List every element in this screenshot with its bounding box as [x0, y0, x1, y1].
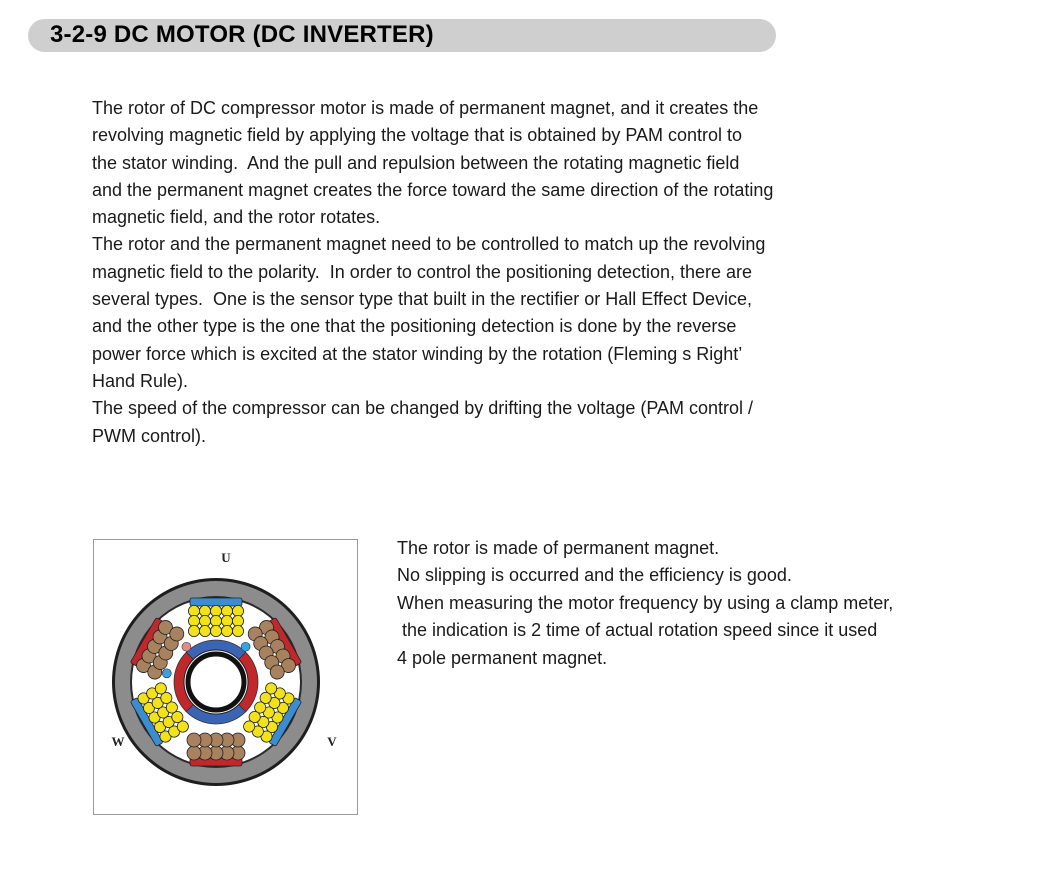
winding-coil	[232, 615, 243, 626]
winding-coil	[188, 605, 199, 616]
winding-coil	[210, 605, 221, 616]
winding-coil	[188, 615, 199, 626]
side-text	[397, 535, 1017, 672]
winding-coil	[187, 746, 201, 760]
motor-diagram-svg	[94, 540, 357, 814]
body-line: power force which is excited at the stator winding by the rotation (Fleming s Right’	[92, 343, 743, 364]
body-line: magnetic field, and the rotor rotates.	[92, 207, 381, 228]
body-line: and the other type is the one that the positioning detection is done by the reverse	[92, 316, 737, 337]
body-line: The speed of the compressor can be changed by drifting the voltage (PAM control /	[92, 398, 754, 419]
body-line: Hand Rule).	[92, 370, 189, 391]
body-text	[92, 95, 912, 450]
winding-coil	[188, 625, 199, 636]
winding-coil	[232, 605, 243, 616]
section-header	[28, 19, 776, 52]
body-line: the stator winding. And the pull and repulsion between the rotating magnetic field	[92, 152, 740, 173]
winding-coil	[221, 625, 232, 636]
hall-sensor-dot	[182, 642, 191, 651]
winding-coil	[199, 625, 210, 636]
winding-coil	[221, 605, 232, 616]
rotor-shaft-ring	[188, 654, 244, 710]
body-line: revolving magnetic field by applying the voltage that is obtained by PAM control to	[92, 125, 743, 146]
phase-label-w: W	[111, 734, 125, 749]
body-line: The rotor and the permanent magnet need to be controlled to match up the revolving	[92, 234, 766, 255]
tooth-plate	[190, 598, 242, 606]
winding-coil	[232, 625, 243, 636]
body-line: several types. One is the sensor type that built in the rectifier or Hall Effect Device,	[92, 289, 752, 310]
winding-coil	[199, 615, 210, 626]
side-line: When measuring the motor frequency by using a clamp meter,	[397, 592, 894, 613]
section-title: 3-2-9 DC MOTOR (DC INVERTER)	[50, 21, 434, 48]
phase-label-u: U	[221, 550, 231, 565]
winding-coil	[221, 615, 232, 626]
body-line: The rotor of DC compressor motor is made of permanent magnet, and it creates the	[92, 98, 759, 118]
side-line: The rotor is made of permanent magnet.	[397, 538, 720, 558]
stator-tooth	[188, 598, 243, 637]
winding-coil	[210, 615, 221, 626]
phase-label-v: V	[327, 734, 337, 749]
body-line: PWM control).	[92, 425, 207, 446]
hall-sensor-dot	[241, 642, 250, 651]
winding-coil	[187, 733, 201, 747]
stator-tooth	[187, 733, 245, 766]
side-line: No slipping is occurred and the efficiency is good.	[397, 565, 792, 586]
winding-coil	[210, 625, 221, 636]
hall-sensor-dot	[162, 669, 171, 678]
body-line: and the permanent magnet creates the force toward the same direction of the rotating	[92, 179, 774, 200]
winding-coil	[199, 605, 210, 616]
side-line: 4 pole permanent magnet.	[397, 647, 608, 668]
motor-cross-section	[112, 578, 320, 786]
side-line: the indication is 2 time of actual rotation speed since it used	[397, 620, 878, 641]
motor-diagram	[93, 539, 358, 815]
body-line: magnetic field to the polarity. In order to control the positioning detection, there are	[92, 261, 753, 282]
